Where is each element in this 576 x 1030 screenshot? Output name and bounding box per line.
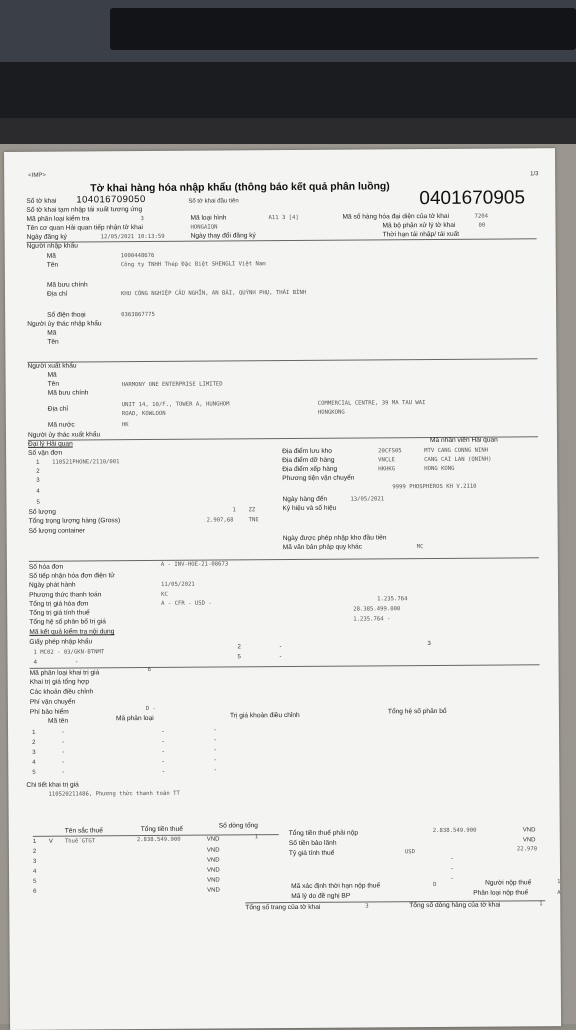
ten-co-quan-label: Tên cơ quan Hải quan tiếp nhận tờ khai (26, 224, 143, 232)
so-to-khai-value: 104016709050 (76, 194, 146, 206)
tong-trong-luong-value: 2.907,68 (206, 517, 234, 524)
dia-diem-do-hang-value: VNCLE (378, 457, 396, 464)
giay-phep-3: 3 (427, 641, 431, 648)
van-don-row-1: 1 (36, 459, 40, 466)
tax-row-1-name: Thuế GTGT (64, 838, 96, 845)
tax-row-1-v: V (48, 838, 53, 845)
tax-row-3-vnd: VND (206, 857, 220, 864)
dia-diem-do-hang-label: Địa điểm dỡ hàng (282, 456, 335, 465)
so-hoa-don-value: A - INV-HOE-21-08673 (160, 561, 229, 568)
tax-row-5-num: 5 (33, 878, 37, 885)
importer-ten-value: Công ty TNHH Thép Đặc Biệt SHENGLI Việt Nam (120, 261, 266, 269)
van-don-row-3: 3 (36, 477, 40, 484)
exporter-dia-chi-line1: UNIT 14, 10/F., TOWER A, HUNGHOM (121, 401, 230, 409)
so-dong-tong-header: Số dòng tổng (218, 822, 258, 830)
importer-ma-buu-chinh-label: Mã bưu chính (46, 281, 88, 289)
ma-ly-do-label: Mã lý do đề nghị BP (291, 892, 351, 901)
exporter-dia-chi-line2: COMMERCIAL CENTRE, 39 MA TAU WAI (317, 400, 426, 407)
exporter-section-label: Người xuất khẩu (27, 362, 77, 370)
ngay-dang-ky-label: Ngày đăng ký (26, 233, 67, 241)
tong-tri-gia-hd-value: A - CFR - USD - (161, 600, 212, 607)
ty-gia-value: 22.970 (516, 846, 538, 853)
so-to-khai-dau-tien-label: Số tờ khai đầu tiên (188, 198, 239, 205)
valuation-row-2-dash-a: - (62, 739, 65, 746)
giay-phep-5-dash: - (279, 654, 282, 661)
tong-tri-gia-tt-value: 28.385.499.000 (353, 606, 401, 613)
importer-uy-thac-label: Người ủy thác nhập khẩu (27, 320, 102, 328)
valuation-row-1-dash-b: - (162, 728, 165, 735)
importer-dia-chi-label: Địa chỉ (46, 290, 68, 298)
valuation-row-2-dash-b: - (162, 738, 165, 745)
valuation-row-2-dash-c: - (214, 737, 217, 744)
exporter-ten-label: Tên (47, 380, 60, 388)
ma-bo-phan-value: 00 (478, 222, 486, 229)
dia-diem-luu-kho-label: Địa điểm lưu kho (282, 447, 332, 456)
chi-tiet-value: 110520211486, Phương thức thanh toán TT (48, 790, 180, 798)
tong-trong-luong-unit: TNE (248, 517, 259, 524)
ma-ten-column-header: Mã tên (47, 717, 69, 725)
importer-phone-value: 0363867775 (121, 311, 155, 319)
van-don-row-5: 5 (36, 499, 40, 506)
phuong-thuc-label: Phương thức thanh toán (29, 591, 102, 599)
importer-section-label: Người nhập khẩu (26, 242, 78, 250)
valuation-row-1-dash-c: - (214, 727, 217, 734)
giay-phep-label: Giấy phép nhập khẩu (29, 638, 93, 646)
tong-tien-thue-header: Tổng tiền thuế (140, 825, 183, 834)
ma-so-hang-hoa-value: 7204 (474, 213, 488, 220)
tax-row-2-vnd: VND (206, 847, 220, 854)
so-tiep-nhan-label: Số tiếp nhận hóa đơn điện tử (28, 572, 115, 580)
so-tien-bao-lanh-label: Số tiền bảo lãnh (288, 839, 337, 848)
importer-ten-label: Tên (46, 261, 59, 269)
importer-phone-label: Số điện thoại (47, 311, 86, 319)
so-hoa-don-label: Số hóa đơn (28, 563, 64, 571)
so-to-khai-tam-nhap-label: Số tờ khai tạm nhập tái xuất tương ứng (26, 206, 143, 214)
ma-so-hang-hoa-label: Mã số hàng hóa đại diện của tờ khai (342, 212, 450, 221)
tong-he-so-value: 1.235.764 - (353, 616, 391, 623)
exporter-dia-chi-line4: HONGKONG (317, 409, 345, 416)
valuation-row-1-dash-a: - (62, 729, 65, 736)
tax-row-5-vnd: VND (207, 877, 220, 884)
exporter-dia-chi-line3: ROAD, KOWLOON (121, 410, 166, 418)
nguoi-nop-label: Người nộp thuế (485, 879, 532, 887)
background-shelf-edge (0, 118, 576, 144)
ma-phan-loai-kiem-tra-value: 3 (140, 216, 144, 223)
ma-phan-loai-tri-gia-value: 6 (147, 666, 152, 674)
valuation-row-3-dash-a: - (62, 749, 65, 756)
ky-hieu-label: Ký hiệu và số hiệu (282, 504, 337, 513)
so-to-khai-label: Số tờ khai (26, 197, 57, 205)
cac-khoan-label: Các khoản điều chỉnh (29, 688, 94, 696)
dai-ly-label: Đại lý Hải quan (28, 440, 73, 448)
ma-phan-loai-column-header: Mã phân loại (115, 714, 154, 723)
importer-uy-thac-ma-label: Mã (47, 329, 57, 337)
phi-bao-hiem-label: Phí bảo hiểm (29, 708, 69, 716)
ket-qua-kiem-tra-label: Mã kết quả kiểm tra nội dung (29, 628, 115, 636)
ma-xac-dinh-label: Mã xác định thời hạn nộp thuế (291, 882, 381, 891)
tong-trong-luong-label: Tổng trọng lượng hàng (Gross) (28, 517, 121, 525)
giay-phep-4-dash: - (75, 659, 78, 666)
ty-gia-label: Tỷ giá tính thuế (288, 849, 335, 858)
ma-bo-phan-label: Mã bộ phận xử lý tờ khai (382, 221, 456, 230)
phuong-tien-label: Phương tiện vận chuyển (282, 474, 355, 483)
ma-nhan-vien-label: Mã nhân viên Hải quan (430, 436, 498, 445)
giay-phep-2: 2 (237, 644, 241, 651)
so-luong-value: 1 (232, 507, 236, 514)
valuation-row-3-dash-c: - (214, 747, 217, 754)
van-don-row-2: 2 (36, 468, 40, 475)
ngay-dang-ky-value: 12/05/2021 10:13:59 (100, 233, 165, 241)
dia-diem-xep-hang-label: Địa điểm xếp hàng (282, 465, 338, 474)
dia-diem-xep-hang-value: HKHKG (378, 466, 396, 473)
dia-diem-luu-kho-name: MTV CANG CONNG NINH (424, 447, 489, 455)
background-shelf (0, 62, 576, 118)
imp-tag: <IMP> (28, 172, 46, 179)
exporter-ma-buu-chinh-label: Mã bưu chính (47, 389, 89, 397)
exporter-ma-nuoc-value: HK (121, 422, 129, 429)
page-indicator: 1/3 (530, 171, 539, 178)
customs-declaration-document (4, 148, 561, 1030)
ma-xac-dinh-value: D (433, 881, 437, 889)
dia-diem-do-hang-name: CANG CAI LAN (QNINH) (424, 456, 492, 464)
exporter-ten-value: HARMONY ONE ENTERPRISE LIMITED (121, 381, 223, 389)
ngay-hang-den-label: Ngày hàng đến (282, 495, 328, 504)
tong-tien-phai-nop-value: 2.838.549.900 (432, 827, 477, 835)
tong-he-so-column-header: Tổng hệ số phân bổ (387, 707, 447, 716)
tong-so-trang-label: Tổng số trang của tờ khai (245, 903, 321, 912)
giay-phep-1: 1 MC02 - 03/GKN-BTNMT (33, 649, 105, 656)
phuong-tien-value: 9999 PHOSPHEROS KH V.2110 (392, 483, 477, 491)
valuation-row-5-dash-c: - (214, 767, 217, 774)
valuation-row-1: 1 (32, 729, 36, 736)
tax-dash-2: - (450, 865, 454, 872)
ngay-phat-hanh-label: Ngày phát hành (29, 581, 76, 589)
ten-sac-thue-header: Tên sắc thuế (64, 827, 103, 835)
tong-tri-gia-hd-label: Tổng trị giá hóa đơn (29, 600, 89, 608)
tax-row-1-num: 1 (32, 838, 37, 845)
dia-diem-xep-hang-name: HONG KONG (424, 465, 455, 473)
tong-tri-gia-hd-amount: 1.235.764 (377, 596, 408, 603)
valuation-row-4-dash-b: - (162, 758, 165, 765)
dia-diem-luu-kho-value: 20CFS05 (378, 448, 402, 455)
divider (29, 557, 539, 562)
khai-tri-gia-label: Khai trị giá tổng hợp (29, 678, 90, 686)
chi-tiet-label: Chi tiết khai trị giá (26, 781, 79, 789)
so-van-don-label: Số vận đơn (28, 449, 63, 457)
tong-so-dong-label: Tổng số dòng hàng của tờ khai (409, 901, 501, 910)
ngay-hang-den-value: 13/05/2021 (350, 496, 385, 503)
ma-van-ban-value: MC (416, 544, 424, 551)
phan-loai-value: A (557, 890, 561, 897)
thoi-han-label: Thời hạn tái nhập/ tái xuất (382, 230, 460, 239)
ma-phan-loai-tri-gia-label: Mã phân loại khai trị giá (29, 669, 100, 677)
tong-he-so-label: Tổng hệ số phân bổ trị giá (29, 618, 106, 626)
so-luong-label: Số lượng (28, 508, 56, 516)
giay-phep-4: 4 (33, 659, 37, 666)
document-title: Tờ khai hàng hóa nhập khẩu (thông báo kết quả phân luồng) (90, 181, 390, 195)
background-dark-bar (110, 8, 576, 50)
ngay-duoc-phep-label: Ngày được phép nhập kho đầu tiên (282, 534, 387, 543)
tong-so-dong-value: 1 (539, 901, 543, 908)
tong-tien-phai-nop-vnd: VND (522, 827, 536, 834)
valuation-row-2: 2 (32, 739, 36, 746)
valuation-row-4-dash-c: - (214, 757, 217, 764)
importer-ma-label: Mã (46, 252, 56, 260)
ma-loai-hinh-value: A11 3 [4] (268, 214, 299, 222)
tax-row-6-num: 6 (33, 888, 37, 895)
tax-row-4-vnd: VND (207, 867, 220, 874)
ten-co-quan-value: HONGAIQN (190, 224, 218, 231)
phan-loai-label: Phân loại nộp thuế (473, 889, 529, 897)
ngay-phat-hanh-value: 11/05/2021 (161, 581, 195, 588)
exporter-dia-chi-label: Địa chỉ (47, 405, 68, 413)
importer-dia-chi-value: KHU CÔNG NGHIỆP CẦU NGHĨN, AN BÀI, QUỲNH PHỤ, THÁI BÌNH (120, 289, 307, 298)
so-luong-unit: ZZ (248, 507, 256, 514)
tax-row-3-num: 3 (32, 858, 37, 865)
van-don-row-4: 4 (36, 488, 40, 495)
divider (27, 358, 537, 363)
tax-row-4-num: 4 (33, 868, 37, 875)
so-tien-bao-lanh-vnd: VND (522, 837, 536, 844)
ma-loai-hinh-label: Mã loại hình (190, 214, 227, 222)
ngay-thay-doi-label: Ngày thay đổi đăng ký (190, 232, 256, 240)
phi-van-chuyen-label: Phí vận chuyển (29, 698, 76, 706)
importer-ma-value: 1000448676 (120, 252, 155, 260)
phuong-thuc-value: KC (161, 591, 168, 598)
tax-row-6-vnd: VND (207, 887, 220, 894)
valuation-row-4-dash-a: - (62, 759, 65, 766)
tax-row-1-amount: 2.838.549.900 (136, 836, 181, 844)
tax-row-2-num: 2 (32, 848, 37, 855)
importer-uy-thac-ten-label: Tên (47, 338, 59, 346)
phi-bao-hiem-value: D - (145, 705, 157, 713)
so-container-label: Số lượng container (28, 527, 86, 535)
valuation-row-5: 5 (32, 769, 36, 776)
ma-phan-loai-kiem-tra-label: Mã phân loại kiểm tra (26, 215, 90, 223)
exporter-ma-label: Mã (47, 371, 57, 379)
document-big-number: 0401670905 (419, 187, 526, 210)
tong-tri-gia-tt-label: Tổng trị giá tính thuế (29, 609, 90, 617)
ma-van-ban-label: Mã văn bản pháp quy khác (282, 543, 362, 552)
valuation-row-4: 4 (32, 759, 36, 766)
tong-tien-phai-nop-label: Tổng tiền thuế phải nộp (288, 829, 359, 838)
van-don-1-value: 110521PHONE/2110/001 (52, 459, 120, 466)
ty-gia-currency: USD (404, 849, 416, 856)
valuation-row-3: 3 (32, 749, 36, 756)
divider (30, 664, 540, 669)
nguoi-nop-value: 1 (557, 879, 561, 886)
exporter-ma-nuoc-label: Mã nước (47, 421, 75, 429)
tri-gia-khoan-column-header: Trị giá khoản điều chỉnh (229, 711, 300, 720)
tong-so-trang-value: 3 (365, 903, 369, 910)
exporter-uy-thac-label: Người ủy thác xuất khẩu (27, 431, 101, 439)
valuation-row-5-dash-b: - (162, 768, 165, 775)
tax-row-1-lines: 1 (254, 834, 259, 841)
tax-row-1-vnd: VND (206, 836, 220, 843)
valuation-row-3-dash-b: - (162, 748, 165, 755)
giay-phep-2-dash: - (279, 644, 282, 651)
valuation-row-5-dash-a: - (62, 769, 65, 776)
giay-phep-5: 5 (237, 654, 241, 661)
tax-dash-1: - (450, 855, 453, 862)
tax-dash-3: - (451, 875, 454, 882)
